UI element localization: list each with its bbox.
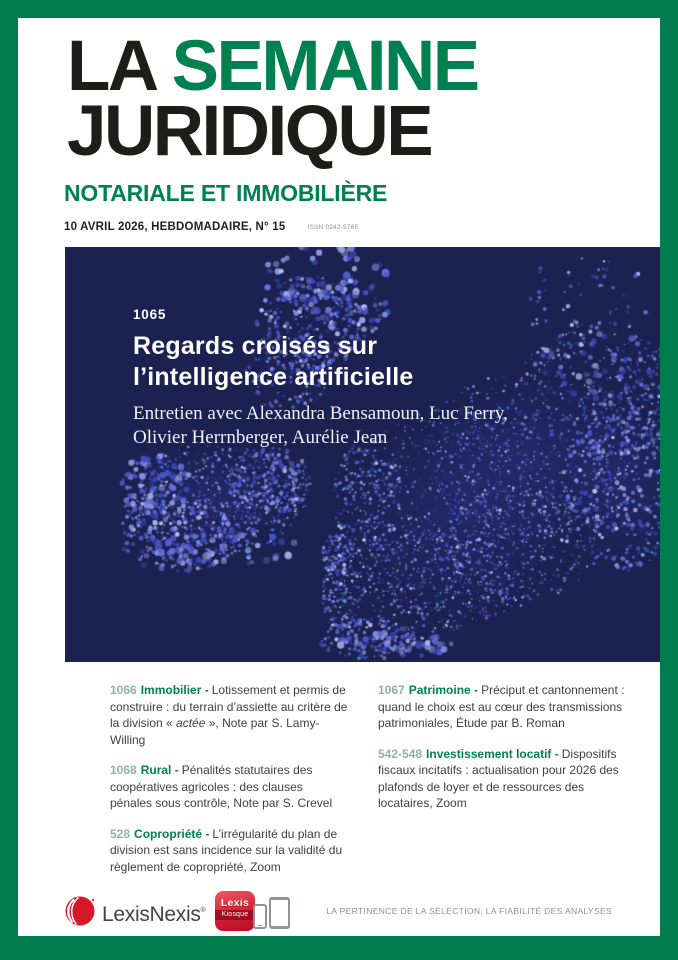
lexisnexis-label: LexisNexis [102,903,201,926]
issn-number: ISSN 0242-5785 [307,224,359,231]
journal-title [67,27,478,171]
journal-title-la: LA [67,27,157,106]
article-category: Investissement locatif - [426,746,559,761]
hero-title-line2: l’intelligence artificielle [133,363,414,391]
article-item [378,746,630,812]
hero-article-title [133,331,508,393]
issue-dateline [64,221,358,233]
masthead [67,27,478,171]
journal-title-juridique: JURIDIQUE [67,92,432,171]
articles-summary [110,682,630,889]
article-text: Dispositifs fiscaux incitatifs : actualisation pour 2026 des plafonds de loyer et de ressources des locataires, Zoom [378,746,619,810]
journal-title-semaine: SEMAINE [171,27,478,106]
articles-column-left [110,682,348,889]
article-item [110,762,348,812]
article-category: Rural - [140,763,179,777]
hero-byline-line1: Entretien avec Alexandra Bensamoun, Luc Ferry, [133,403,508,424]
article-item [378,682,630,732]
hero-byline-line2: Olivier Herrnberger, Aurélie Jean [133,426,388,448]
hero-byline [133,402,508,449]
lexisnexis-flame-icon [62,894,96,928]
article-item [110,826,348,876]
article-category: Copropriété - [134,826,210,841]
tablet-icon [269,897,290,929]
hero-text-block [133,307,508,449]
hero-title-line1: Regards croisés sur [133,332,378,360]
lexisnexis-wordmark [102,899,205,927]
article-category: Immobilier - [140,683,209,697]
article-text: Pénalités statutaires des coopératives agricoles : des clauses pénales sous contrôle, Note par S. Crevel [110,763,333,810]
article-number: 542-548 [378,746,423,761]
article-text-italic: actée [176,716,206,730]
article-number: 528 [110,826,131,841]
smartphone-icon [253,904,267,929]
edition-subtitle: NOTARIALE ET IMMOBILIÈRE [64,180,388,206]
kiosque-app-band: Kiosque [215,910,255,920]
article-text: Lotissement et permis de construire : du terrain d’assiette au critère de la division « [110,683,348,730]
article-text: Préciput et cantonnement : quand le choix est au cœur des transmissions patrimoniales, Étude par B. Roman [378,683,625,730]
lexis-kiosque-app-icon [215,891,255,931]
article-number: 1066 [110,683,137,697]
article-category: Patrimoine - [408,683,479,697]
article-text-end: », Note par S. Lamy-Willing [110,716,320,747]
article-item [110,682,348,748]
registered-mark: ® [200,907,206,914]
kiosque-app-title: Lexis [220,897,250,909]
article-number: 1068 [110,763,137,777]
article-text: L’irrégularité du plan de division est sans incidence sur la validité du règlement de copropriété, Zoom [110,826,343,874]
footer-tagline: LA PERTINENCE DE LA SÉLECTION, LA FIABILITÉ DES ANALYSES [326,906,612,916]
article-number: 1067 [378,683,405,697]
articles-column-right [378,682,630,889]
hero-article-number: 1065 [133,307,167,322]
hero-cover-image [65,247,660,662]
issue-date-text: 10 AVRIL 2026, HEBDOMADAIRE, N° 15 [64,221,286,233]
